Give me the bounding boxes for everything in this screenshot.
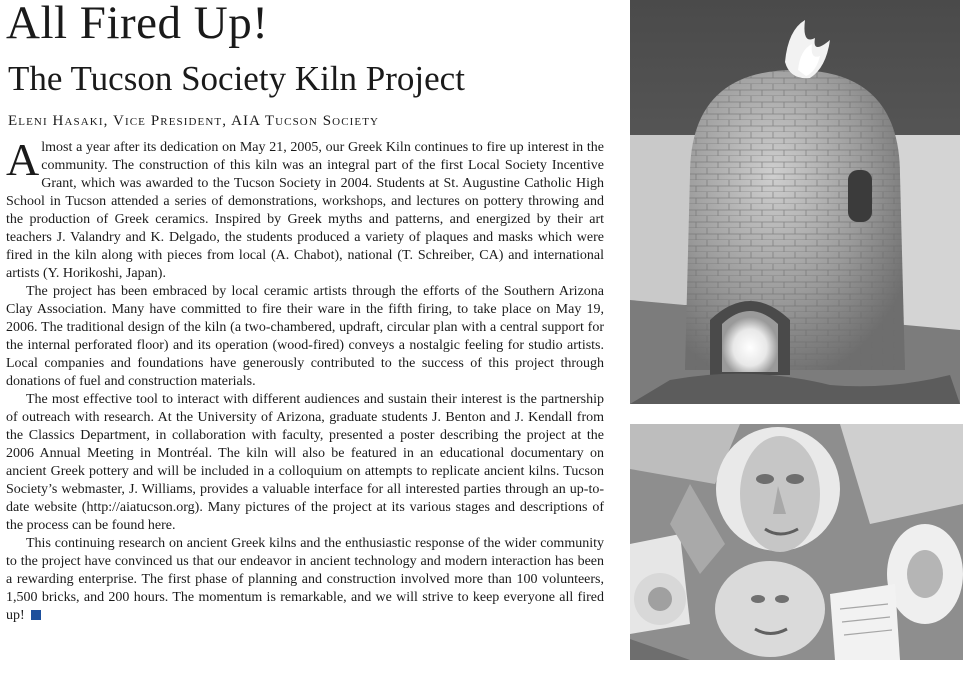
byline: Eleni Hasaki, Vice President, AIA Tucson Society bbox=[8, 113, 380, 129]
kiln-photo bbox=[630, 0, 960, 404]
kiln-photo-illustration bbox=[630, 0, 960, 404]
masks-photo-illustration bbox=[630, 424, 963, 660]
end-of-article-square-icon bbox=[31, 610, 41, 620]
paragraph-3: The most effective tool to interact with different audiences and sustain their interest is the partnership of outreach with research. At the University of Arizona, graduate students J. Benton and J. Kendall from the Classics Department, in collaboration with faculty, presented a poster describing the project at the 2006 Annual Meeting in Montréal. The kiln will also be featured in an educational documentary on ancient Greek pottery and will be included in a colloquium on attempts to replicate ancient kilns. Tucson Society’s webmaster, J. Williams, provides a valuable interface for all interested parties through an up-to-date website (http://aiatucson.org). Many pictures of the project at its various stages and descriptions of the process can be found here. bbox=[6, 392, 604, 533]
paragraph-1-text: lmost a year after its dedication on May 21, 2005, our Greek Kiln continues to fire up interest in the community. The construction of this kiln was an integral part of the first Local Society Incentive Grant, which was awarded to the Tucson Society in 2004. Students at St. Augustine Catholic High School in Tucson attended a series of demonstrations, workshops, and lectures on pottery throwing and the production of Greek ceramics. Inspired by Greek myths and patterns, and energized by their art teachers J. Valandry and K. Delgado, the students produced a variety of plaques and masks which were fired in the kiln along with pieces from local (A. Chabot), national (T. Schreiber, CA) and international artists (Y. Horikoshi, Japan). bbox=[6, 140, 604, 281]
drop-cap: A bbox=[6, 134, 40, 185]
article-subtitle: The Tucson Society Kiln Project bbox=[8, 59, 465, 98]
article-title: All Fired Up! bbox=[6, 0, 269, 49]
article-body bbox=[6, 134, 604, 625]
paragraph-4-text: This continuing research on ancient Greek kilns and the enthusiastic response of the wider community to the project have convinced us that our endeavor in ancient technology and modern interaction has been a rewarding enterprise. The first phase of planning and construction involved more than 100 volunteers, 1,500 bricks, and 200 hours. The momentum is remarkable, and we will strive to keep everyone all fired up! bbox=[6, 536, 604, 623]
paragraph-4 bbox=[6, 535, 604, 625]
paragraph-2: The project has been embraced by local ceramic artists through the efforts of the Southern Arizona Clay Association. Many have committed to fire their ware in the fifth firing, to take place on May 19, 2006. The traditional design of the kiln (a two-chambered, updraft, circular plan with a central support for the internal perforated floor) and its operation (wood-fired) conveys a nostalgic feeling for studio artists. Local companies and foundations have generously contributed to the success of this project through donations of fuel and construction materials. bbox=[6, 284, 604, 389]
masks-photo bbox=[630, 424, 963, 660]
paragraph-1 bbox=[6, 134, 604, 283]
